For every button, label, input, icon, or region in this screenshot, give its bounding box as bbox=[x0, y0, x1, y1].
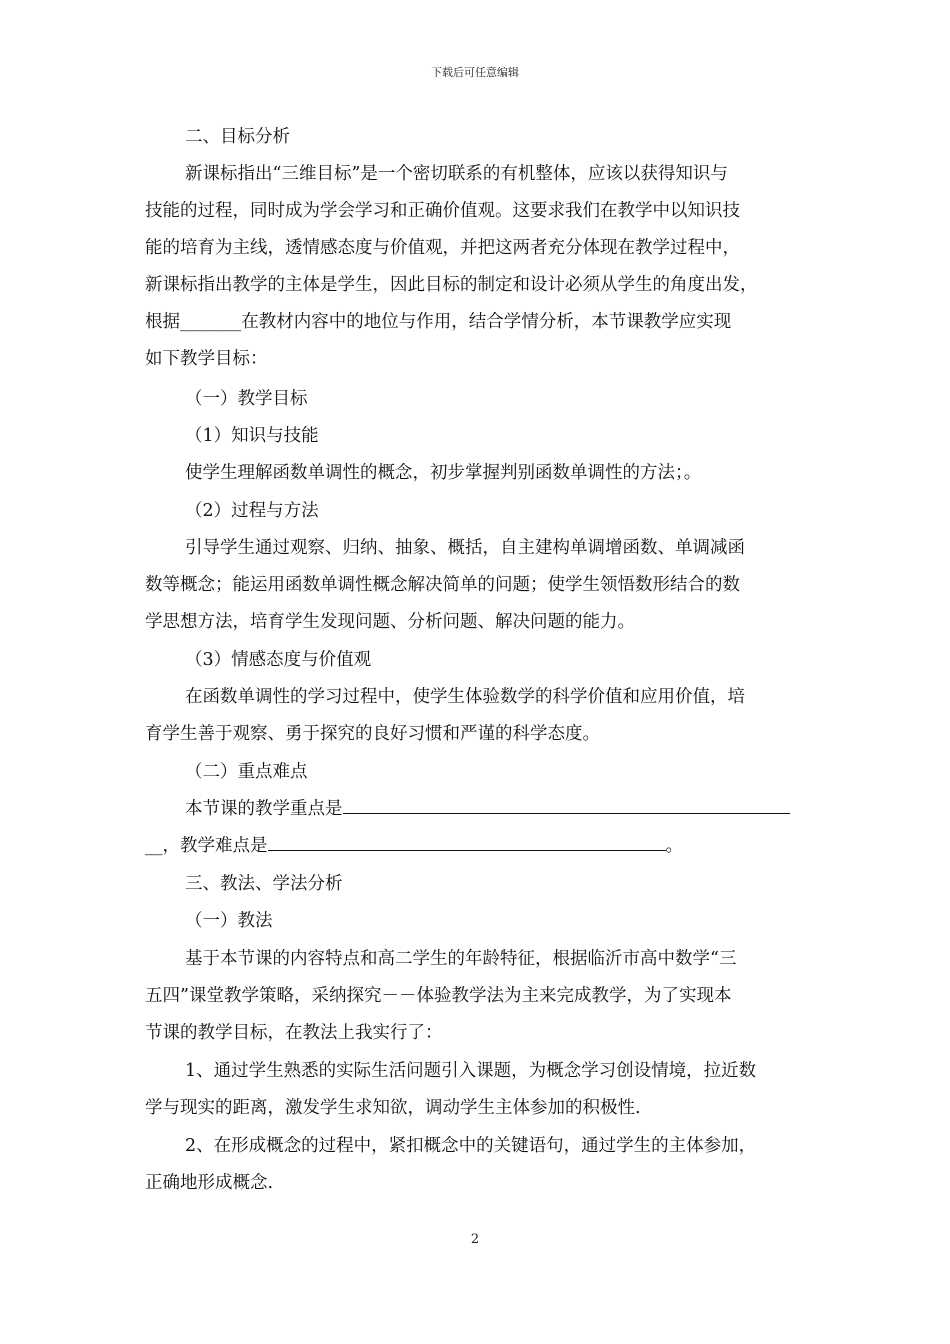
paragraph-line: 2、在形成概念的过程中，紧扣概念中的关键语句，通过学生的主体参加， bbox=[185, 1136, 757, 1156]
paragraph-line: 在函数单调性的学习过程中，使学生体验数学的科学价值和应用价值，培 bbox=[185, 687, 745, 707]
paragraph-line: 1、通过学生熟悉的实际生活问题引入课题，为概念学习创设情境，拉近数 bbox=[185, 1061, 757, 1081]
paragraph-line: 学思想方法，培育学生发现问题、分析问题、解决问题的能力。 bbox=[145, 612, 635, 632]
paragraph-line: 技能的过程，同时成为学会学习和正确价值观。这要求我们在教学中以知识技 bbox=[145, 201, 740, 221]
paragraph-line: 正确地形成概念. bbox=[145, 1173, 274, 1193]
text-run: 在教材内容中的地位与作用，结合学情分析，本节课教学应实现 bbox=[241, 312, 732, 332]
paragraph-line bbox=[145, 835, 683, 857]
text-run: 。 bbox=[665, 836, 683, 856]
text-run: 根据 bbox=[145, 312, 180, 332]
subsection-heading: （2）过程与方法 bbox=[185, 501, 319, 521]
fill-in-blank bbox=[343, 812, 790, 814]
paragraph-line: 如下教学目标： bbox=[145, 349, 268, 369]
paragraph-line: 能的培育为主线，透情感态度与价值观，并把这两者充分体现在教学过程中， bbox=[145, 238, 740, 258]
subsection-heading: （二）重点难点 bbox=[185, 762, 308, 782]
paragraph-line: 引导学生通过观察、归纳、抽象、概括，自主建构单调增函数、单调减函 bbox=[185, 538, 745, 558]
text-run: ，教学难点是 bbox=[162, 836, 268, 856]
text-run: 本节课的教学重点是 bbox=[185, 799, 343, 819]
paragraph-line: 学与现实的距离，激发学生求知欲，调动学生主体参加的积极性. bbox=[145, 1098, 641, 1118]
page-number: 2 bbox=[470, 1232, 480, 1247]
subsection-heading: （一）教法 bbox=[185, 911, 273, 931]
section-heading: 二、目标分析 bbox=[185, 127, 290, 147]
paragraph-line: 新课标指出教学的主体是学生，因此目标的制定和设计必须从学生的角度出发， bbox=[145, 275, 758, 295]
paragraph-line bbox=[145, 311, 731, 333]
paragraph-line bbox=[185, 798, 790, 820]
paragraph-line: 数等概念；能运用函数单调性概念解决简单的问题；使学生领悟数形结合的数 bbox=[145, 575, 740, 595]
fill-in-blank: __ bbox=[145, 836, 163, 856]
fill-in-blank: _______ bbox=[180, 312, 242, 332]
paragraph-line: 使学生理解函数单调性的概念，初步掌握判别函数单调性的方法；。 bbox=[185, 463, 702, 483]
paragraph-line: 节课的教学目标，在教法上我实行了： bbox=[145, 1023, 443, 1043]
subsection-heading: （一）教学目标 bbox=[185, 389, 308, 409]
subsection-heading: （3）情感态度与价值观 bbox=[185, 650, 372, 670]
fill-in-blank bbox=[268, 849, 666, 851]
section-heading: 三、教法、学法分析 bbox=[185, 874, 343, 894]
page-header: 下载后可任意编辑 bbox=[431, 66, 519, 79]
paragraph-line: 新课标指出“三维目标”是一个密切联系的有机整体，应该以获得知识与 bbox=[185, 164, 728, 184]
paragraph-line: 育学生善于观察、勇于探究的良好习惯和严谨的科学态度。 bbox=[145, 724, 600, 744]
paragraph-line: 五四”课堂教学策略，采纳探究－－体验教学法为主来完成教学，为了实现本 bbox=[145, 986, 732, 1006]
subsection-heading: （1）知识与技能 bbox=[185, 426, 319, 446]
paragraph-line: 基于本节课的内容特点和高二学生的年龄特征，根据临沂市高中数学“三 bbox=[185, 949, 737, 969]
